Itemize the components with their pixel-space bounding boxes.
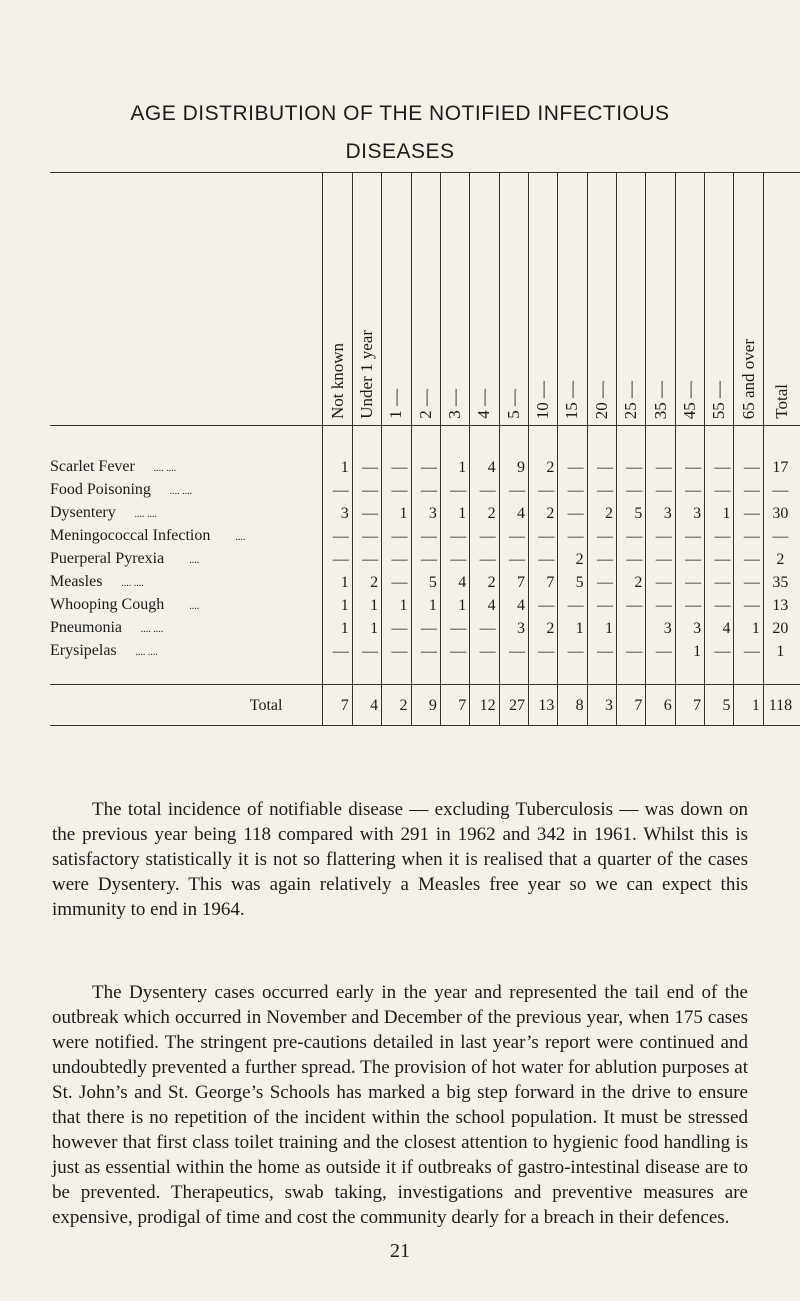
value-cell: 3 — [646, 502, 675, 525]
value-cell: — — [470, 479, 499, 502]
value-cell: — — [705, 640, 734, 663]
value-cell: — — [558, 479, 587, 502]
value-cell: 2 — [528, 617, 557, 640]
value-cell: — — [675, 479, 704, 502]
value-cell: — — [587, 525, 616, 548]
total-cell: 4 — [352, 685, 381, 726]
leader-dots: .... .... — [169, 486, 193, 497]
row-label-cell — [50, 594, 323, 617]
value-cell: — — [528, 594, 557, 617]
column-header — [499, 173, 528, 426]
paragraph-dysentery: The Dysentery cases occurred early in the year and represented the tail end of the outbreak which occurred in November and December of the previous year, when 175 cases were notified. The stringent pre-cautions detailed in last year’s report were continued and undoubtedly prevented a further spread. The provision of hot water for ablution purposes at St. John’s and St. George’s Schools has marked a big step forward in the drive to ensure that there is no repetition of the incident within the school population. It must be stressed however that first class toilet training and the closest attention to hygienic food handling is just as essential within the home as outside it if outbreaks of gastro-intestinal disease are to be prevented. Therapeutics, swab taking, investigations and preventive measures are expensive, prodigal of time and cost the community dearly for a breach in their defences. — [52, 982, 748, 1228]
value-cell: — — [734, 479, 763, 502]
value-cell: — — [675, 426, 704, 480]
value-cell: — — [352, 502, 381, 525]
total-cell: 7 — [617, 685, 646, 726]
spacer-cell — [705, 663, 734, 685]
value-cell: 1 — [675, 640, 704, 663]
value-cell: — — [734, 571, 763, 594]
value-cell: 2 — [528, 502, 557, 525]
column-header-label: 10 — — [533, 380, 553, 419]
spacer-cell — [675, 663, 704, 685]
value-cell: 1 — [440, 426, 469, 480]
value-cell: — — [352, 479, 381, 502]
value-cell: — — [323, 479, 352, 502]
value-cell: — — [587, 571, 616, 594]
column-header-label: 15 — — [562, 380, 582, 419]
leader-dots: .... — [189, 555, 200, 566]
row-label-cell — [50, 571, 323, 594]
value-cell: — — [323, 548, 352, 571]
value-cell: — — [440, 479, 469, 502]
value-cell: 7 — [528, 571, 557, 594]
value-cell: 5 — [558, 571, 587, 594]
value-cell: — — [617, 426, 646, 480]
value-cell: — — [411, 426, 440, 480]
page-title — [0, 95, 800, 171]
leader-dots: .... — [189, 601, 200, 612]
value-cell: 20 — [763, 617, 800, 640]
value-cell: — — [675, 571, 704, 594]
value-cell: — — [705, 571, 734, 594]
value-cell: 30 — [763, 502, 800, 525]
column-header-label: 1 — — [386, 389, 406, 419]
table-row — [50, 426, 800, 480]
value-cell: 2 — [763, 548, 800, 571]
value-cell: — — [558, 426, 587, 480]
value-cell: 1 — [587, 617, 616, 640]
total-label: Total — [50, 685, 323, 726]
disease-name: Whooping Cough — [50, 596, 165, 613]
column-header — [617, 173, 646, 426]
row-label-cell — [50, 640, 323, 663]
value-cell: — — [734, 502, 763, 525]
value-cell: — — [617, 594, 646, 617]
value-cell: — — [382, 525, 411, 548]
value-cell: — — [646, 525, 675, 548]
value-cell: 3 — [675, 617, 704, 640]
table-row — [50, 617, 800, 640]
disease-name: Meningococcal Infection — [50, 527, 211, 544]
column-header-label: 4 — — [474, 389, 494, 419]
total-cell: 3 — [587, 685, 616, 726]
value-cell: 1 — [323, 594, 352, 617]
column-header — [470, 173, 499, 426]
value-cell: 1 — [705, 502, 734, 525]
value-cell: — — [617, 548, 646, 571]
value-cell: — — [646, 479, 675, 502]
value-cell: — — [558, 594, 587, 617]
title-line-1: AGE DISTRIBUTION OF THE NOTIFIED INFECTIOUS — [130, 102, 670, 125]
value-cell: — — [734, 640, 763, 663]
total-cell: 12 — [470, 685, 499, 726]
column-header — [440, 173, 469, 426]
spacer-cell — [382, 663, 411, 685]
column-header — [734, 173, 763, 426]
value-cell: — — [587, 426, 616, 480]
value-cell: 35 — [763, 571, 800, 594]
column-header — [646, 173, 675, 426]
table-header-row — [50, 173, 800, 426]
value-cell: — — [675, 525, 704, 548]
spacer-row — [50, 663, 800, 685]
value-cell: 5 — [411, 571, 440, 594]
value-cell: 2 — [352, 571, 381, 594]
value-cell: — — [587, 640, 616, 663]
spacer-cell — [587, 663, 616, 685]
row-label-cell — [50, 426, 323, 480]
value-cell: — — [382, 617, 411, 640]
value-cell: — — [440, 640, 469, 663]
value-cell: 9 — [499, 426, 528, 480]
value-cell: — — [646, 548, 675, 571]
disease-name: Pneumonia — [50, 619, 122, 636]
value-cell: 2 — [587, 502, 616, 525]
total-cell: 118 — [763, 685, 800, 726]
value-cell: 2 — [470, 571, 499, 594]
column-header-label: Not known — [327, 342, 347, 419]
value-cell: — — [352, 426, 381, 480]
value-cell: — — [470, 548, 499, 571]
row-label-cell — [50, 479, 323, 502]
paragraph-incidence: The total incidence of notifiable disease — excluding Tuberculosis — was down on the previous year being 118 compared with 291 in 1962 and 342 in 1961. Whilst this is satisfactory statistically it is not so flattering when it is realised that a quarter of the cases were Dysentery. This was again relatively a Measles free year so we can expect this immunity to end in 1964. — [52, 799, 748, 920]
column-header-label: Total — [771, 384, 791, 419]
value-cell: — — [617, 525, 646, 548]
value-cell: 4 — [440, 571, 469, 594]
value-cell: 4 — [470, 594, 499, 617]
value-cell: 2 — [617, 571, 646, 594]
total-cell: 9 — [411, 685, 440, 726]
total-cell: 6 — [646, 685, 675, 726]
value-cell: — — [646, 594, 675, 617]
row-label-cell — [50, 617, 323, 640]
header-blank — [50, 173, 323, 426]
value-cell: 2 — [470, 502, 499, 525]
value-cell: — — [382, 479, 411, 502]
column-header — [558, 173, 587, 426]
value-cell: — — [499, 479, 528, 502]
value-cell: — — [382, 640, 411, 663]
value-cell: 1 — [323, 617, 352, 640]
column-header-label: 65 and over — [738, 338, 758, 419]
value-cell: 1 — [352, 617, 381, 640]
column-header — [675, 173, 704, 426]
table-row — [50, 502, 800, 525]
spacer-cell — [470, 663, 499, 685]
value-cell: — — [675, 548, 704, 571]
value-cell: 17 — [763, 426, 800, 480]
leader-dots: .... .... — [121, 578, 144, 589]
column-header — [763, 173, 800, 426]
total-row — [50, 685, 800, 726]
spacer-cell — [734, 663, 763, 685]
value-cell: 1 — [763, 640, 800, 663]
value-cell: 3 — [323, 502, 352, 525]
value-cell: — — [499, 640, 528, 663]
value-cell: — — [411, 548, 440, 571]
value-cell: — — [528, 640, 557, 663]
value-cell: — — [646, 640, 675, 663]
leader-dots: .... .... — [134, 509, 158, 520]
value-cell: — — [411, 479, 440, 502]
value-cell: — — [646, 571, 675, 594]
total-cell: 7 — [440, 685, 469, 726]
value-cell: — — [382, 548, 411, 571]
value-cell: 1 — [323, 426, 352, 480]
disease-name: Puerperal Pyrexia — [50, 550, 165, 567]
value-cell: — — [528, 479, 557, 502]
value-cell: 3 — [646, 617, 675, 640]
value-cell: — — [705, 525, 734, 548]
value-cell: — — [352, 548, 381, 571]
value-cell: — — [440, 548, 469, 571]
value-cell: — — [617, 479, 646, 502]
value-cell: — — [558, 525, 587, 548]
total-cell: 1 — [734, 685, 763, 726]
row-label-cell — [50, 548, 323, 571]
value-cell: 1 — [440, 594, 469, 617]
value-cell: — — [734, 594, 763, 617]
value-cell: — — [499, 548, 528, 571]
value-cell: — — [675, 594, 704, 617]
value-cell: 13 — [763, 594, 800, 617]
value-cell: — — [470, 525, 499, 548]
value-cell: — — [587, 479, 616, 502]
value-cell: — — [440, 525, 469, 548]
row-label-cell — [50, 525, 323, 548]
value-cell: 4 — [499, 594, 528, 617]
value-cell: — — [734, 525, 763, 548]
value-cell: — — [470, 617, 499, 640]
spacer-cell — [763, 663, 800, 685]
value-cell: 4 — [499, 502, 528, 525]
spacer-cell — [352, 663, 381, 685]
value-cell: 2 — [528, 426, 557, 480]
value-cell: 1 — [352, 594, 381, 617]
table-row — [50, 525, 800, 548]
spacer-cell — [646, 663, 675, 685]
value-cell: — — [705, 426, 734, 480]
value-cell: 1 — [734, 617, 763, 640]
value-cell: 7 — [499, 571, 528, 594]
value-cell: — — [323, 525, 352, 548]
total-cell: 13 — [528, 685, 557, 726]
column-header-label: 3 — — [445, 389, 465, 419]
value-cell: — — [705, 594, 734, 617]
column-header — [587, 173, 616, 426]
value-cell: 1 — [382, 594, 411, 617]
value-cell: — — [411, 617, 440, 640]
table-row — [50, 548, 800, 571]
total-cell: 7 — [675, 685, 704, 726]
value-cell: 1 — [382, 502, 411, 525]
column-header — [352, 173, 381, 426]
column-header-label: 25 — — [621, 380, 641, 419]
column-header — [705, 173, 734, 426]
disease-name: Dysentery — [50, 504, 116, 521]
value-cell: — — [440, 617, 469, 640]
value-cell: — — [528, 548, 557, 571]
leader-dots: .... .... — [135, 647, 158, 658]
value-cell: 5 — [617, 502, 646, 525]
title-line-2: DISEASES — [345, 140, 455, 163]
value-cell: — — [323, 640, 352, 663]
value-cell: — — [558, 640, 587, 663]
spacer-cell — [528, 663, 557, 685]
column-header-label: 35 — — [650, 380, 670, 419]
value-cell: — — [763, 479, 800, 502]
column-header — [382, 173, 411, 426]
age-distribution-table — [50, 172, 800, 726]
table-row — [50, 594, 800, 617]
value-cell: — — [382, 426, 411, 480]
disease-name: Food Poisoning — [50, 481, 151, 498]
spacer-cell — [50, 663, 323, 685]
value-cell: — — [734, 426, 763, 480]
value-cell: — — [705, 479, 734, 502]
total-cell: 27 — [499, 685, 528, 726]
value-cell: — — [558, 502, 587, 525]
value-cell: 1 — [411, 594, 440, 617]
disease-name: Scarlet Fever — [50, 458, 135, 475]
value-cell: 1 — [440, 502, 469, 525]
disease-name: Erysipelas — [50, 642, 117, 659]
value-cell: — — [352, 525, 381, 548]
value-cell: — — [411, 640, 440, 663]
column-header — [411, 173, 440, 426]
value-cell: 3 — [675, 502, 704, 525]
value-cell: — — [352, 640, 381, 663]
disease-name: Measles — [50, 573, 103, 590]
spacer-cell — [558, 663, 587, 685]
value-cell: — — [382, 571, 411, 594]
total-cell: 5 — [705, 685, 734, 726]
value-cell: — — [705, 548, 734, 571]
value-cell: — — [617, 640, 646, 663]
value-cell: — — [587, 548, 616, 571]
value-cell: 3 — [411, 502, 440, 525]
table-row — [50, 479, 800, 502]
page-number: 21 — [390, 1240, 410, 1262]
value-cell: — — [587, 594, 616, 617]
column-header-label: 20 — — [591, 380, 611, 419]
spacer-cell — [617, 663, 646, 685]
value-cell: — — [763, 525, 800, 548]
column-header-label: 5 — — [503, 389, 523, 419]
column-header-label: Under 1 year — [356, 330, 376, 419]
column-header-label: 2 — — [415, 389, 435, 419]
value-cell: — — [470, 640, 499, 663]
spacer-cell — [411, 663, 440, 685]
total-cell: 2 — [382, 685, 411, 726]
spacer-cell — [440, 663, 469, 685]
leader-dots: .... — [235, 532, 246, 543]
value-cell: — — [499, 525, 528, 548]
table-row — [50, 571, 800, 594]
column-header — [528, 173, 557, 426]
column-header — [323, 173, 352, 426]
value-cell: — — [528, 525, 557, 548]
spacer-cell — [499, 663, 528, 685]
value-cell: 2 — [558, 548, 587, 571]
value-cell — [617, 617, 646, 640]
value-cell: 4 — [470, 426, 499, 480]
value-cell: 3 — [499, 617, 528, 640]
column-header-label: 45 — — [679, 380, 699, 419]
value-cell: — — [646, 426, 675, 480]
row-label-cell — [50, 502, 323, 525]
value-cell: 1 — [323, 571, 352, 594]
spacer-cell — [323, 663, 352, 685]
total-cell: 8 — [558, 685, 587, 726]
value-cell: 1 — [558, 617, 587, 640]
leader-dots: .... .... — [153, 463, 177, 474]
leader-dots: .... .... — [140, 624, 164, 635]
value-cell: 4 — [705, 617, 734, 640]
column-header-label: 55 — — [709, 380, 729, 419]
table-row — [50, 640, 800, 663]
value-cell: — — [411, 525, 440, 548]
total-cell: 7 — [323, 685, 352, 726]
value-cell: — — [734, 548, 763, 571]
